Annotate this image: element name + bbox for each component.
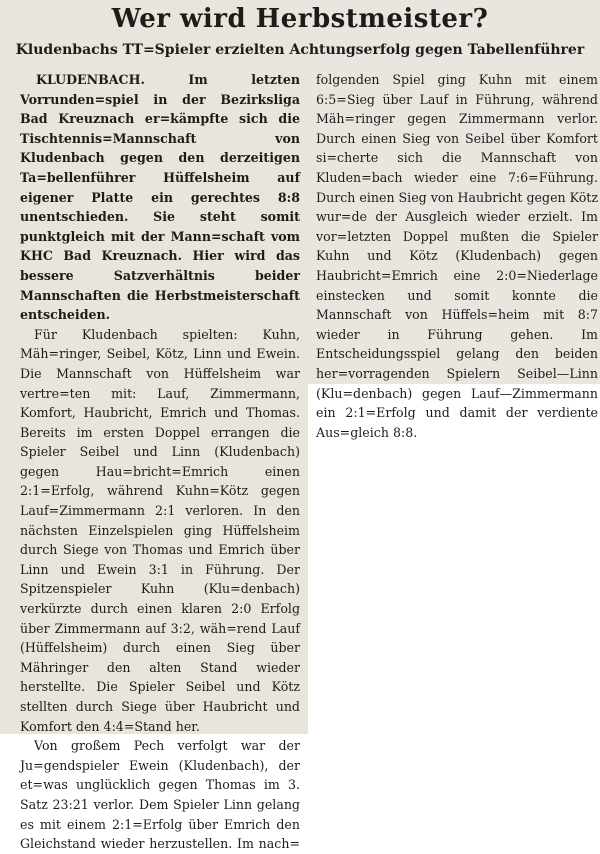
- paragraph-continuation: folgenden Spiel ging Kuhn mit einem 6:5=Sieg über Lauf in Führung, während Mäh=ringer gegen Zimmermann verlor. Durch einen Sieg von Seibel über Komfort si=cherte sich die Mannschaft von Kluden=bach wieder eine 7:6=Führung. Durch einen Sieg von Haubricht gegen Kötz wur=de der Ausgleich wieder erzielt. Im vor=letzten Doppel mußten die Spieler Kuhn und Kötz (Kludenbach) gegen Haubricht=Emrich eine 2:0=Niederlage einstecken und somit konnte die Mannschaft von Hüffels=heim mit 8:7 wieder in Führung gehen. Im Entscheidungsspiel gelang den beiden her=vorragenden Spielern Seibel—Linn (Klu=denbach) gegen Lauf—Zimmermann ein 2:1=Erfolg und damit der verdiente Aus=gleich 8:8.: [316, 72, 598, 440]
- right-column-text: [316, 70, 598, 442]
- lead-paragraph: KLUDENBACH. Im letzten Vorrunden=spiel in der Bezirksliga Bad Kreuznach er=kämpfte sich die Tischtennis=Mannschaft von Kludenbach gegen den derzeitigen Ta=bellenführer Hüffelsheim auf eigener Platte ein gerechtes 8:8 unentschieden. Sie steht somit punktgleich mit der Mann=schaft vom KHC Bad Kreuznach. Hier wird das bessere Satzverhältnis beider Mannschaften die Herbstmeisterschaft entscheiden.: [20, 72, 300, 323]
- paragraph-lineup: Für Kludenbach spielten: Kuhn, Mäh=ringer, Seibel, Kötz, Linn und Ewein. Die Mannschaft von Hüffelsheim war vertre=ten mit: Lauf, Zimmermann, Komfort, Haubricht, Emrich und Thomas. Bereits im ersten Doppel errangen die Spieler Seibel und Linn (Kludenbach) gegen Hau=bricht=Emrich einen 2:1=Erfolg, während Kuhn=Kötz gegen Lauf=Zimmermann 2:1 verloren. In den nächsten Einzelspielen ging Hüffelsheim durch Siege von Thomas und Emrich über Linn und Ewein 3:1 in Führung. Der Spitzenspieler Kuhn (Klu=denbach) verkürzte durch einen klaren 2:0 Erfolg über Zimmermann auf 3:2, wäh=rend Lauf (Hüffelsheim) durch einen Sieg über Mähringer den alten Stand wieder herstellte. Die Spieler Seibel und Kötz stellten durch Siege über Haubricht und Komfort den 4:4=Stand her.: [20, 326, 300, 734]
- left-column-text: [20, 70, 300, 854]
- subheadline: Kludenbachs TT=Spieler erzielten Achtungserfolg gegen Tabellenführer: [15, 42, 585, 58]
- paragraph-ewein: Von großem Pech verfolgt war der Ju=gendspieler Ewein (Kludenbach), der et=was unglücklich gegen Thomas im 3. Satz 23:21 verlor. Dem Spieler Linn gelang es mit einem 2:1=Erfolg über Emrich den Gleichstand wieder herzustellen. Im nach=: [20, 738, 300, 852]
- headline: Wer wird Herbstmeister?: [111, 4, 489, 34]
